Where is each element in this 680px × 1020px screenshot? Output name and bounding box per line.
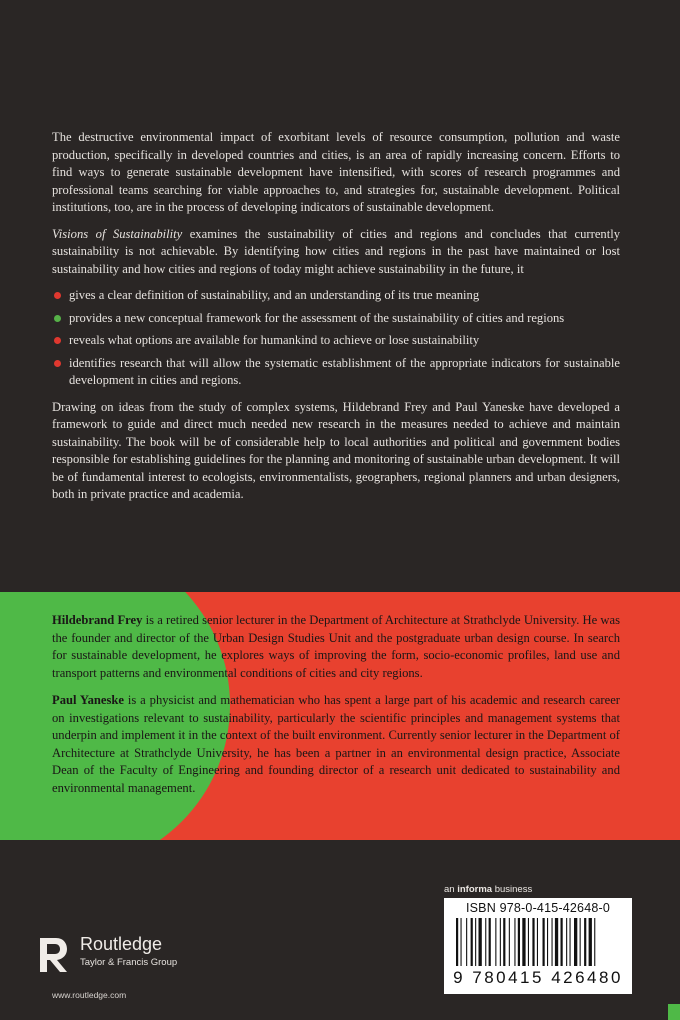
bullet-dot-icon <box>54 292 61 299</box>
blurb-paragraph-3: Drawing on ideas from the study of complex systems, Hildebrand Frey and Paul Yaneske have developed a framework to guide and direct much needed new research in the measures needed to achieve and maintain sustainability. The book will be of considerable help to local authorities and political and government bodies responsible for establishing guidelines for the planning and monitoring of sustainable urban development. It will be of fundamental interest to ecologists, environmentalists, geographers, regional planners and urban designers, both in private practice and academia. <box>52 399 620 501</box>
author-band <box>0 592 680 840</box>
list-item <box>52 287 620 305</box>
author-name: Hildebrand Frey <box>52 613 143 627</box>
blurb-paragraph-2-text: examines the sustainability of cities and regions and concludes that currently sustainability is not achievable. By identifying how cities and regions in the past have maintained or lost sustainability and how cities and regions of today might achieve sustainability in the future, it <box>52 226 620 276</box>
routledge-logo-icon <box>36 936 70 974</box>
blurb-paragraph-2 <box>52 226 620 279</box>
author-bio-text: is a physicist and mathematician who has spent a large part of his academic and research career on investigations relevant to sustainability, particularly the scientific principles and management systems that underpin and implement it in the context of the built environment. Currently senior lecturer in the Department of Architecture at Strathclyde University, he has been a partner in an environmental design practice, Associate Dean of the Faculty of Engineering and founding director of a research unit dedicated to sustainability and environmental management. <box>52 693 620 795</box>
informa-suffix: business <box>492 884 533 895</box>
publisher-name: Routledge <box>80 934 163 954</box>
informa-prefix: an <box>444 884 458 895</box>
list-item-text: provides a new conceptual framework for the assessment of the sustainability of cities and regions <box>69 310 565 325</box>
list-item-text: gives a clear definition of sustainability, and an understanding of its true meaning <box>69 288 480 302</box>
publisher-group: Taylor & Francis Group <box>80 957 178 968</box>
blurb-text <box>52 129 620 513</box>
publisher-url: www.routledge.com <box>52 990 127 1000</box>
bullet-dot-icon <box>54 315 61 322</box>
author-bio-yaneske <box>52 692 620 797</box>
barcode-box <box>444 898 632 994</box>
feature-list <box>52 287 620 390</box>
informa-business-tag <box>444 884 532 895</box>
book-title: Visions of Sustainability <box>52 226 183 241</box>
corner-color-mark <box>668 1004 680 1020</box>
list-item <box>52 355 620 390</box>
author-bios <box>52 612 620 807</box>
list-item <box>52 310 620 328</box>
bullet-dot-icon <box>54 360 61 367</box>
barcode-icon <box>448 918 628 968</box>
list-item-text: identifies research that will allow the systematic establishment of the appropriate indicators for sustainable development in cities and regions. <box>69 355 620 387</box>
bullet-dot-icon <box>54 337 61 344</box>
ean-number: 9 780415 426480 <box>453 968 623 987</box>
author-name: Paul Yaneske <box>52 693 124 707</box>
author-bio-text: is a retired senior lecturer in the Department of Architecture at Strathclyde University. He was the founder and director of the Urban Design Studies Unit and the postgraduate urban design course. In search for sustainable development, he explores ways of improving the form, socio-economic profiles, land use and transport patterns and environmental conditions of cities and city regions. <box>52 613 620 680</box>
informa-word: informa <box>457 884 493 895</box>
author-bio-frey <box>52 612 620 682</box>
blurb-paragraph-1: The destructive environmental impact of exorbitant levels of resource consumption, pollution and waste production, specifically in developed countries and cities, is an area of rapidly increasing concern. Efforts to find ways to generate sustainable development have intensified, with scores of research programmes and professional teams searching for viable approaches to, and strategies for, sustainable development. Political institutions, too, are in the process of developing indicators of sustainable development. <box>52 130 620 214</box>
list-item <box>52 332 620 350</box>
list-item-text: reveals what options are available for humankind to achieve or lose sustainability <box>69 333 480 347</box>
isbn-label: ISBN 978-0-415-42648-0 <box>465 901 611 915</box>
